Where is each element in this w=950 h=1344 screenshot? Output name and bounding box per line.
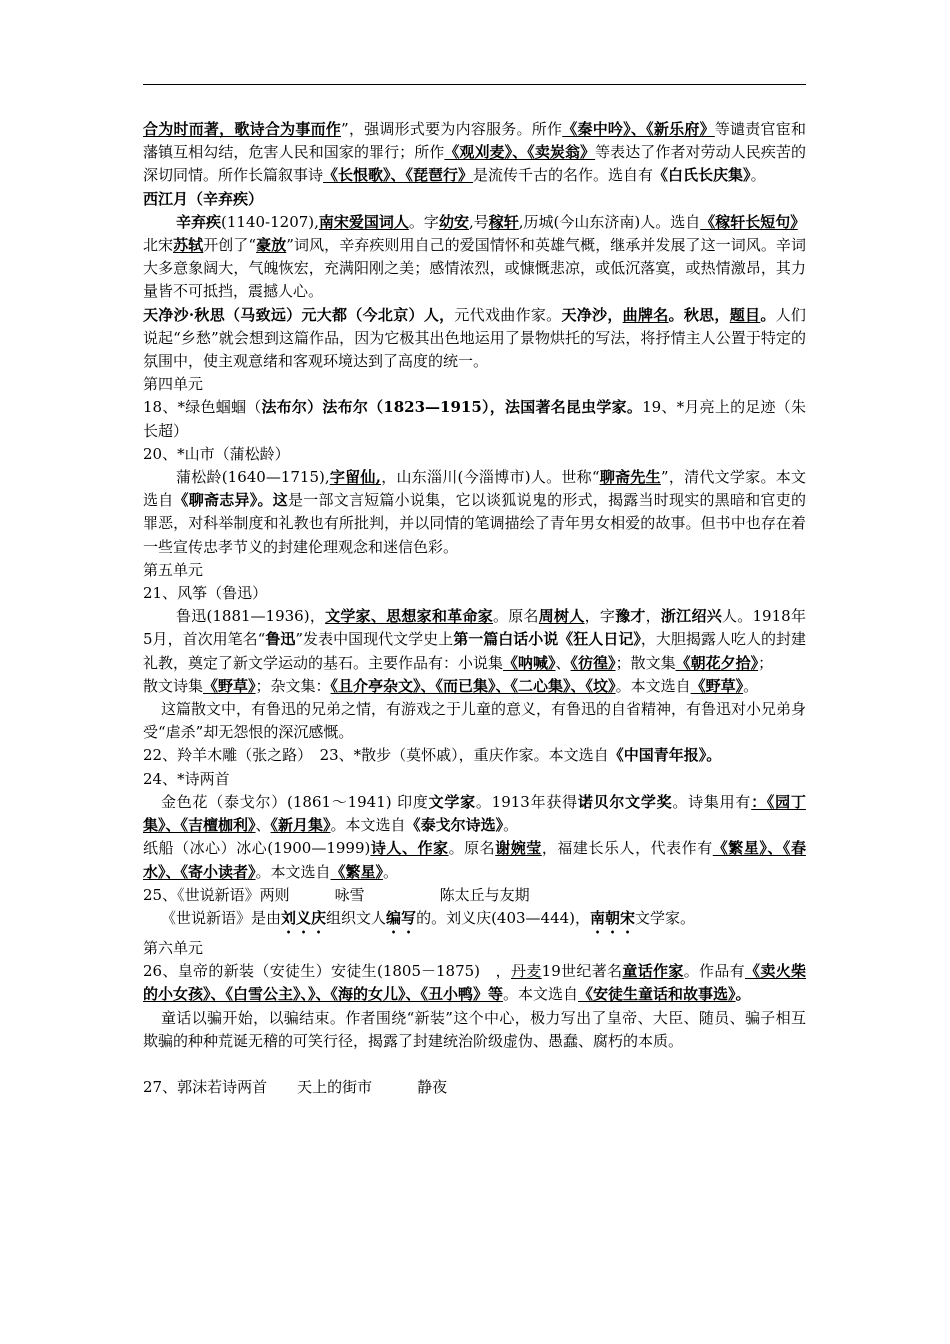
work-title: 《且介亭杂文》、《而已集》、《二心集》、《坟》 xyxy=(330,676,616,695)
text: 。 xyxy=(743,676,759,695)
author-name: 辛弃疾 xyxy=(176,212,222,231)
text: 。 xyxy=(750,166,766,185)
text: 、 xyxy=(255,816,271,835)
paragraph-pusongling xyxy=(143,466,806,559)
keyword: 丹麦 xyxy=(511,962,542,981)
work-title: 《秦中吟》、《新乐府》 xyxy=(562,120,715,138)
keyword: 天净沙， xyxy=(561,305,623,324)
work-title: 《泰戈尔诗选》 xyxy=(405,816,504,835)
text: ；散文集 xyxy=(615,653,676,672)
text: 。这 xyxy=(257,491,288,510)
text: 元代戏曲作家。 xyxy=(454,305,562,324)
text: 北宋 xyxy=(143,212,813,255)
paragraph-luxun xyxy=(143,605,806,675)
text: ”词风，辛弃疾则用自己的爱国情怀和英雄气概，继承并发展了这一词风。辛词大多意象阔大，气魄恢宏，充满阳刚之美；感情浓烈，或慷慨悲凉，或低沉落寞，或热情激昂，其力量皆不可抵挡，震撼人心。 xyxy=(143,236,806,301)
keyword: 。秋思， xyxy=(668,305,730,324)
text: 人们说起“乡愁”就会想到这篇作品，因为它极其出色地运用了景物烘托的写法，将抒情主人公置于特定的氛围中，使主观意绪和客观环境达到了高度的统一。 xyxy=(143,305,806,371)
text: 。 xyxy=(760,305,776,324)
text: 金色花（泰戈尔）(1861～1941) 印度 xyxy=(161,792,429,811)
keyword: 豪放 xyxy=(256,236,287,255)
paragraph-xinzhuang-summary: 童话以骗开始，以骗结束。作者围绕“新装”这个中心，极力写出了皇帝、大臣、随员、骗子相互欺骗的种种荒诞无稽的可笑行径，揭露了封建统治阶级虚伪、愚蠢、腐朽的本质。 xyxy=(143,1008,806,1050)
keyword: 鲁迅 xyxy=(265,630,296,649)
unit-heading-4: 第四单元 xyxy=(143,375,204,394)
keyword: 第一篇白话小说《狂人日记》 xyxy=(453,630,641,649)
keyword: 法布尔）法布尔（1823—1915），法国著名昆虫学家。 xyxy=(261,398,643,417)
keyword: 浙江绍兴 xyxy=(660,607,722,626)
work-title: 《安徒生童话和故事选》 xyxy=(578,985,736,1004)
lesson-heading-25: 25、《世说新语》两则 咏雪 陈太丘与友期 xyxy=(143,885,530,904)
paragraph-yecao xyxy=(143,675,806,698)
text: 《世说新语》是由 xyxy=(161,908,282,927)
section-heading: 西江月（辛弃疾） xyxy=(143,189,264,208)
text: ， xyxy=(645,607,661,626)
document-body xyxy=(143,118,813,1099)
text: ，大胆揭露人吃人的封建礼教，奠定了新文学运动的基石。主要作品有：小说集 xyxy=(143,630,806,672)
lesson-heading-24: 24、*诗两首 xyxy=(143,769,230,788)
text: 是一部文言短篇小说集，它以谈狐说鬼的形式，揭露当时现实的黑暗和官吏的罪恶，对科举制度和礼教也有所批判，并以同情的笔调描绘了青年男女相爱的故事。但书中也存在着一些宣传忠孝节义的封建伦理观念和迷信色彩。 xyxy=(143,491,806,556)
text: 。 xyxy=(735,985,751,1004)
work-title: 《稼轩长短句》 xyxy=(700,212,798,231)
text: ”发表中国现代文学史上 xyxy=(295,630,454,649)
paragraph-shishuo xyxy=(143,907,806,937)
work-title: 《野草》 xyxy=(203,676,256,695)
text: 开创了“ xyxy=(203,236,257,255)
text: ；杂文集： xyxy=(255,676,331,695)
work-title: 《朝花夕拾》 xyxy=(675,653,759,672)
text: 19、*月亮上的足迹（朱长超） xyxy=(143,398,807,440)
keyword: 聊斋先生 xyxy=(599,468,661,487)
text: 鲁迅(1881—1936)， xyxy=(176,607,326,626)
text: 。 xyxy=(383,862,399,881)
header-rule xyxy=(143,84,806,85)
quote-text: 合为时而著，歌诗合为事而作 xyxy=(143,120,342,138)
paragraph-andersen xyxy=(143,960,806,1006)
text: 。字 xyxy=(408,212,439,231)
work-title: 《聊斋志异》 xyxy=(173,491,258,510)
text: 组织文人 xyxy=(326,908,387,927)
text: ，福建长乐人，代表作有 xyxy=(541,839,713,858)
work-title: 《呐喊》 xyxy=(503,653,556,672)
work-title: 《新月集》 xyxy=(270,816,331,835)
text: 是流传千古的名作。选自有 xyxy=(473,166,654,185)
text: 18、*绿色蝈蝈（ xyxy=(143,398,262,417)
text: 。原名 xyxy=(448,839,496,858)
text: 散文诗集 xyxy=(143,676,204,695)
keyword: 谢婉莹 xyxy=(495,839,542,858)
text: 纸船（冰心）冰心(1900—1999) xyxy=(143,839,371,858)
work-title: 《卖火柴的小女孩》、《白雪公主》、》、《海的女儿》、《丑小鸭》等 xyxy=(143,962,806,1004)
unit-heading-6: 第六单元 xyxy=(143,938,204,957)
text: ，字 xyxy=(584,607,616,626)
paragraph-18-19 xyxy=(143,396,806,442)
paragraph-bingxin xyxy=(143,837,806,883)
keyword: 文学家 xyxy=(428,792,476,811)
paragraph-tagore xyxy=(143,791,806,837)
text: 文学家。 xyxy=(635,908,696,927)
keyword: 豫才 xyxy=(615,607,646,626)
work-title: 《野草》 xyxy=(690,676,744,695)
keyword: 南宋爱国词人 xyxy=(318,212,409,231)
paragraph-baijuyi xyxy=(143,118,806,188)
text: (1140-1207), xyxy=(221,212,319,231)
text: 等表达了作者对劳动人民疾苦的深切同情。所作长篇叙事诗 xyxy=(143,143,806,185)
text: 、 xyxy=(555,653,571,672)
text: 22、羚羊木雕（张之路） 23、*散步（莫怀戚），重庆作家。本文选自 xyxy=(143,746,609,765)
keyword: 诗人、作家 xyxy=(370,839,449,858)
text: 人。1918年5月，首次用笔名“ xyxy=(143,607,806,649)
text: ，山东淄川(今淄博市)人。世称“ xyxy=(380,468,600,487)
keyword: 稼轩 xyxy=(488,212,519,231)
lesson-heading-20: 20、*山市（蒲松龄） xyxy=(143,444,290,463)
unit-heading-5: 第五单元 xyxy=(143,560,204,579)
text: 。作品有 xyxy=(683,962,745,981)
keyword: 曲牌名 xyxy=(622,305,669,324)
text: ,号 xyxy=(468,212,489,231)
keyword: 诺贝尔文学奖 xyxy=(577,792,673,811)
text: 。原名 xyxy=(493,607,539,626)
text: 。本文选自 xyxy=(255,862,331,881)
work-title: 《白氏长庆集》 xyxy=(653,166,751,185)
keyword: 文学家、思想家和革命家 xyxy=(325,607,493,626)
text: 。本文选自 xyxy=(330,816,406,835)
keyword: 童话作家 xyxy=(622,962,684,981)
keyword: 编写 xyxy=(386,908,417,927)
text: 。诗集用有 xyxy=(672,792,752,811)
work-title: 《繁星》、《春水》、《寄小读者》 xyxy=(143,839,806,881)
text: 19世纪著名 xyxy=(541,962,623,981)
text: 的。刘义庆(403—444)， xyxy=(416,908,591,927)
work-title: 《观刈麦》、《卖炭翁》 xyxy=(444,143,596,162)
blank-line xyxy=(143,1053,806,1076)
text: 26、皇帝的新装（安徒生）安徒生(1805－1875) ， xyxy=(143,962,511,981)
work-title: 《长恨歌》、《琵琶行》 xyxy=(323,166,474,185)
keyword: 刘义庆 xyxy=(281,908,327,927)
text: 。 xyxy=(706,746,722,765)
work-title: 《繁星》 xyxy=(330,862,384,881)
text: 。1913年获得 xyxy=(475,792,578,811)
heading-xijiangyue xyxy=(143,188,806,211)
paragraph-tianjingsha xyxy=(143,304,806,374)
keyword: 南朝宋 xyxy=(590,908,636,927)
keyword: 题目 xyxy=(729,305,761,324)
text: 。 xyxy=(503,816,519,835)
work-title: 《彷徨》 xyxy=(570,653,616,672)
work-title: ：《园丁集》、《吉檀枷利》 xyxy=(143,792,806,835)
text: ,历城(今山东济南)人。选自 xyxy=(518,212,701,231)
text: ”，清代文学家。本文选自 xyxy=(143,468,806,510)
keyword: 苏轼 xyxy=(173,236,204,255)
paragraph-fengzheng-summary: 这篇散文中，有鲁迅的兄弟之情，有游戏之于儿童的意义，有鲁迅的自省精神，有鲁迅对小兄弟身受“虐杀”却无怨恨的深沉感慨。 xyxy=(143,700,807,742)
paragraph-xinqiji xyxy=(143,211,813,304)
section-heading: 天净沙·秋思（马致远）元大都（今北京）人， xyxy=(143,305,455,324)
keyword: 字留仙, xyxy=(329,468,381,487)
text: 。本文选自 xyxy=(615,676,691,695)
text: ； xyxy=(758,653,774,672)
keyword: 幼安 xyxy=(438,212,469,231)
text: 蒲松龄(1640—1715), xyxy=(176,468,330,487)
text: 。本文选自 xyxy=(503,985,579,1004)
work-title: 《中国青年报》 xyxy=(608,746,707,765)
text: 等谴责官宦和藩镇互相勾结，危害人民和国家的罪行；所作 xyxy=(143,120,806,162)
lesson-heading-27: 27、郭沫若诗两首 天上的街市 静夜 xyxy=(143,1077,448,1096)
lesson-heading-21: 21、风筝（鲁迅） xyxy=(143,584,268,603)
text: ”，强调形式要为内容服务。所作 xyxy=(341,120,563,138)
keyword: 周树人 xyxy=(538,607,585,626)
paragraph-22-23 xyxy=(143,744,806,767)
